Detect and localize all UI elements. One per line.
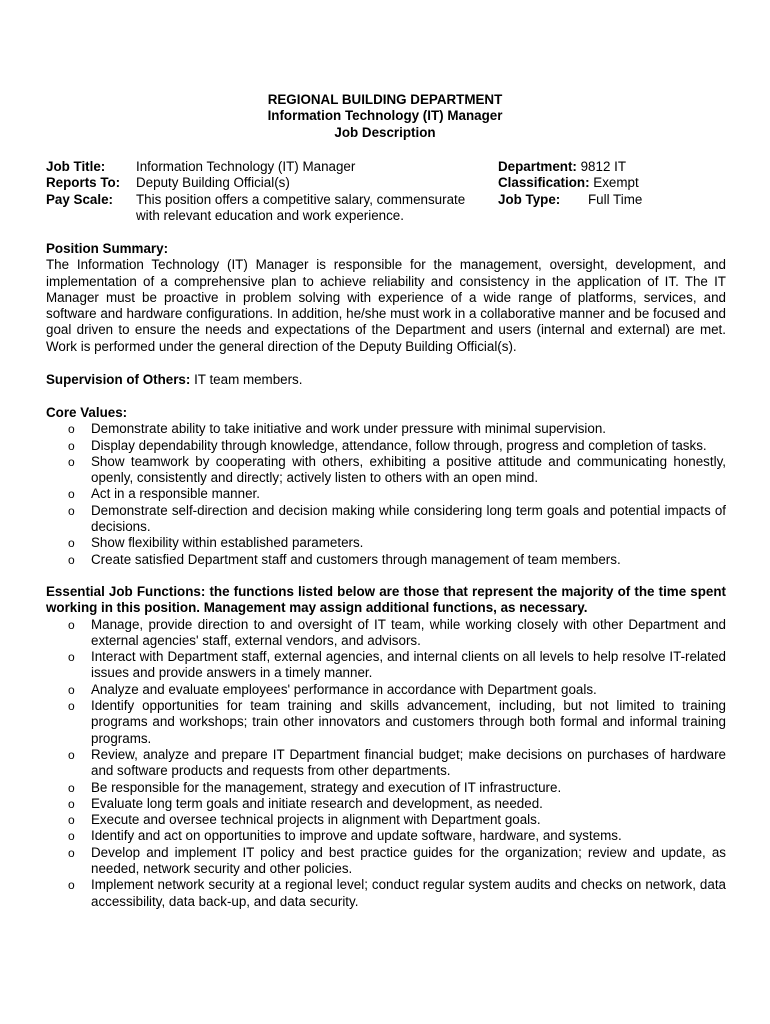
list-item-text: Demonstrate self-direction and decision making while considering long term goals and potential impacts of decisions. <box>91 502 726 535</box>
essential-functions-section <box>46 584 726 910</box>
list-item <box>46 845 726 878</box>
reports-to-label: Reports To: <box>46 175 121 191</box>
list-item-text: Display dependability through knowledge, attendance, follow through, progress and completion of tasks. <box>91 437 707 453</box>
list-item-text: Analyze and evaluate employees' performance in accordance with Department goals. <box>91 681 597 697</box>
department-value: 9812 IT <box>580 159 627 174</box>
bullet-icon: o <box>68 487 75 502</box>
list-item <box>46 747 726 780</box>
supervision-label: Supervision of Others: <box>46 372 191 387</box>
supervision-section <box>46 372 726 388</box>
list-item <box>46 780 726 796</box>
bullet-icon: o <box>68 699 75 714</box>
job-type-label: Job Type: <box>498 191 561 207</box>
bullet-icon: o <box>68 813 75 828</box>
reports-to-value: Deputy Building Official(s) <box>136 175 290 191</box>
list-item-text: Act in a responsible manner. <box>91 486 260 502</box>
department-row <box>498 159 738 175</box>
department-label: Department: <box>498 159 577 174</box>
list-item <box>46 552 726 568</box>
bullet-icon: o <box>68 617 75 632</box>
list-item-text: Implement network security at a regional level; conduct regular system audits and checks on network, data accessibility, data back-up, and data security. <box>91 877 726 909</box>
list-item <box>46 617 726 650</box>
classification-value: Exempt <box>593 175 639 191</box>
list-item-text: Demonstrate ability to take initiative and work under pressure with minimal supervision. <box>91 421 607 437</box>
bullet-icon: o <box>68 454 75 469</box>
doc-type-heading: Job Description <box>334 124 436 140</box>
job-title-value: Information Technology (IT) Manager <box>136 159 356 174</box>
job-type-row <box>498 192 738 208</box>
bullet-icon: o <box>68 796 75 811</box>
bullet-icon: o <box>68 552 75 567</box>
bullet-icon: o <box>68 650 75 665</box>
pay-scale-row <box>46 192 486 225</box>
pay-scale-value: This position offers a competitive salary, commensurate with relevant education and work experience. <box>136 191 466 223</box>
supervision-value: IT team members. <box>194 372 303 387</box>
list-item-text: Develop and implement IT policy and best practice guides for the organization; review and update, as needed, network security and other policies. <box>91 844 726 877</box>
job-heading: Information Technology (IT) Manager <box>267 108 503 124</box>
list-item <box>46 503 726 536</box>
essential-functions-title: Essential Job Functions: the functions listed below are those that represent the majority of the time spent working in this position. Management may assign additional functions, as necessary. <box>46 584 726 616</box>
bullet-icon: o <box>68 536 75 551</box>
core-values-list <box>46 421 726 568</box>
bullet-icon: o <box>68 878 75 893</box>
list-item <box>46 698 726 747</box>
job-meta-right <box>498 159 738 208</box>
list-item-text: Review, analyze and prepare IT Department financial budget; make decisions on purchases of hardware and software products and requests from other departments. <box>91 746 726 779</box>
position-summary-section <box>46 241 726 355</box>
classification-label: Classification: <box>498 175 590 191</box>
bullet-icon: o <box>68 682 75 697</box>
list-item-text: Show flexibility within established parameters. <box>91 535 364 551</box>
document-header <box>0 92 770 141</box>
list-item <box>46 649 726 682</box>
job-title-label: Job Title: <box>46 159 106 174</box>
list-item <box>46 796 726 812</box>
list-item-text: Identify and act on opportunities to improve and update software, hardware, and systems. <box>91 828 622 844</box>
list-item <box>46 454 726 487</box>
essential-functions-list <box>46 617 726 910</box>
list-item-text: Identify opportunities for team training and skills advancement, including, but not limited to training programs and workshops; train other innovators and customers through both formal and informal training programs. <box>91 698 726 746</box>
list-item-text: Evaluate long term goals and initiate research and development, as needed. <box>91 795 543 811</box>
list-item <box>46 438 726 454</box>
list-item-text: Interact with Department staff, external agencies, and internal clients on all levels to help resolve IT-related issues and provide answers in a timely manner. <box>91 649 726 681</box>
bullet-icon: o <box>68 747 75 762</box>
list-item <box>46 486 726 502</box>
list-item <box>46 812 726 828</box>
bullet-icon: o <box>68 829 75 844</box>
list-item <box>46 682 726 698</box>
bullet-icon: o <box>68 503 75 518</box>
list-item <box>46 877 726 910</box>
list-item-text: Execute and oversee technical projects in alignment with Department goals. <box>91 812 541 828</box>
list-item-text: Create satisfied Department staff and customers through management of team members. <box>91 551 621 567</box>
list-item <box>46 828 726 844</box>
list-item-text: Manage, provide direction to and oversight of IT team, while working closely with other Department and external agencies' staff, external vendors, and advisors. <box>91 616 726 648</box>
department-heading: REGIONAL BUILDING DEPARTMENT <box>267 92 503 107</box>
job-title-row <box>46 159 486 175</box>
list-item <box>46 421 726 437</box>
list-item-text: Show teamwork by cooperating with others, exhibiting a positive attitude and communicating honestly, openly, consistently and directly; actively listen to others with an open mind. <box>91 453 726 486</box>
pay-scale-label: Pay Scale: <box>46 191 113 207</box>
bullet-icon: o <box>68 438 75 453</box>
position-summary-text: The Information Technology (IT) Manager is responsible for the management, oversight, development, and implementation of a comprehensive plan to achieve reliability and consistency in the application of IT. The IT Manager must be proactive in problem solving with experience of a wide range of platforms, services, and software and hardware configurations. In addition, he/she must work in a collaborative manner and be focused and goal driven to ensure the needs and expectations of the Department and users (internal and external) are met. Work is performed under the general direction of the Deputy Building Official(s). <box>46 257 726 354</box>
classification-row <box>498 175 738 191</box>
position-summary-title: Position Summary: <box>46 241 169 256</box>
bullet-icon: o <box>68 780 75 795</box>
list-item <box>46 535 726 551</box>
list-item-text: Be responsible for the management, strategy and execution of IT infrastructure. <box>91 779 562 795</box>
core-values-section <box>46 405 726 568</box>
job-type-value: Full Time <box>588 191 643 207</box>
job-meta-left <box>46 159 486 224</box>
core-values-title: Core Values: <box>46 405 128 420</box>
bullet-icon: o <box>68 845 75 860</box>
reports-to-row <box>46 175 486 191</box>
bullet-icon: o <box>68 422 75 437</box>
